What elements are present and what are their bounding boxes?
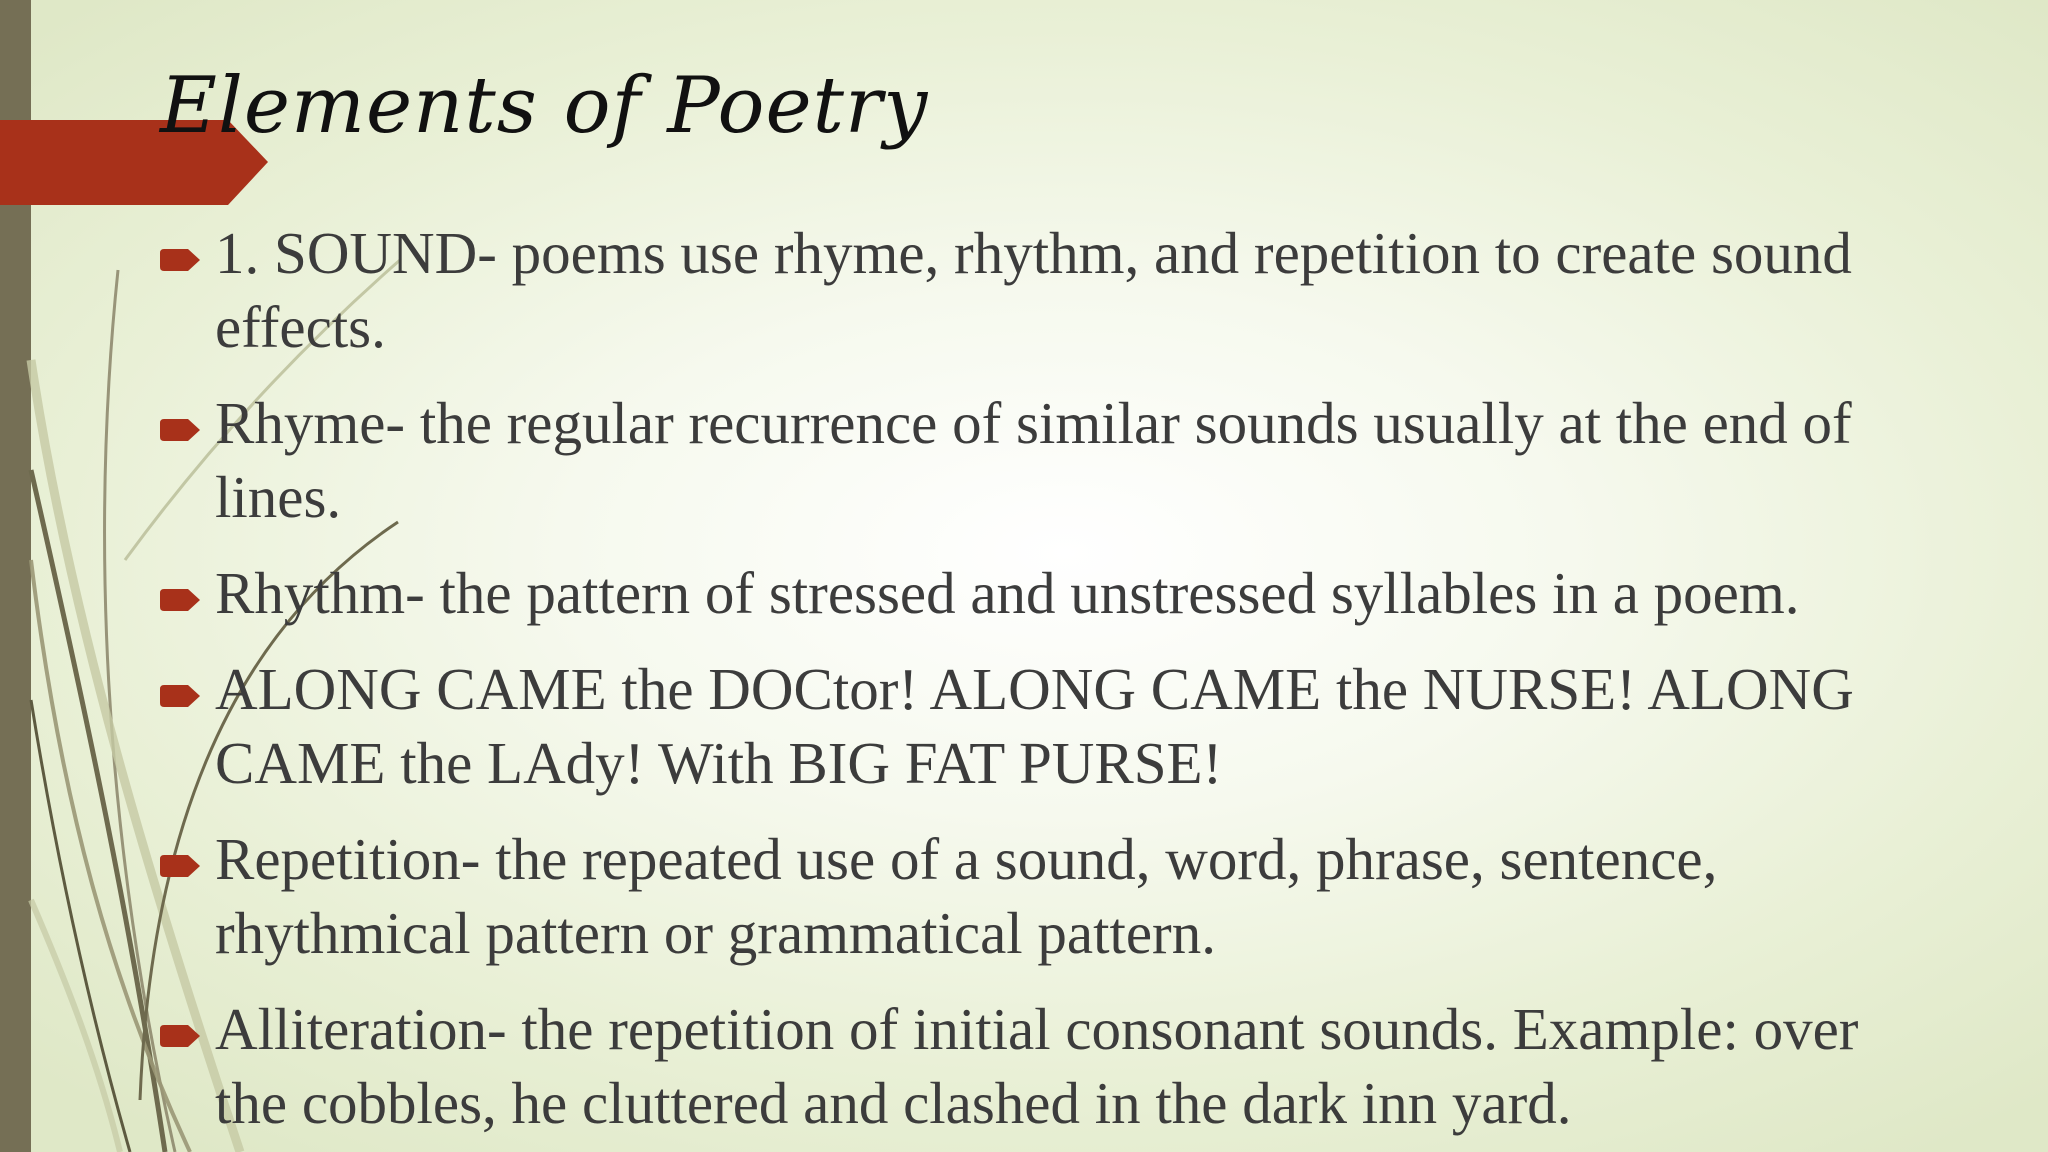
arrow-bullet-icon: [160, 249, 202, 271]
bullet-text: Alliteration- the repetition of initial consonant sounds. Example: over the cobbles, he cluttered and clashed in the dark inn yard.: [215, 996, 1859, 1136]
bullet-list: [160, 216, 1940, 1152]
slide-title: Elements of Poetry: [160, 61, 929, 151]
list-item: [160, 216, 1940, 364]
arrow-bullet-icon: [160, 589, 202, 611]
bullet-text: Rhythm- the pattern of stressed and unstressed syllables in a poem.: [215, 560, 1800, 626]
list-item: [160, 822, 1940, 970]
bullet-text: Repetition- the repeated use of a sound, word, phrase, sentence, rhythmical pattern or grammatical pattern.: [215, 826, 1718, 966]
bullet-text: 1. SOUND- poems use rhyme, rhythm, and repetition to create sound effects.: [215, 220, 1852, 360]
bullet-text: Rhyme- the regular recurrence of similar sounds usually at the end of lines.: [215, 390, 1852, 530]
arrow-bullet-icon: [160, 419, 202, 441]
arrow-bullet-icon: [160, 685, 202, 707]
list-item: [160, 992, 1940, 1140]
list-item: [160, 556, 1940, 630]
bullet-text: ALONG CAME the DOCtor! ALONG CAME the NURSE! ALONG CAME the LAdy! With BIG FAT PURSE!: [215, 656, 1854, 796]
arrow-bullet-icon: [160, 855, 202, 877]
list-item: [160, 386, 1940, 534]
arrow-bullet-icon: [160, 1025, 202, 1047]
list-item: [160, 652, 1940, 800]
